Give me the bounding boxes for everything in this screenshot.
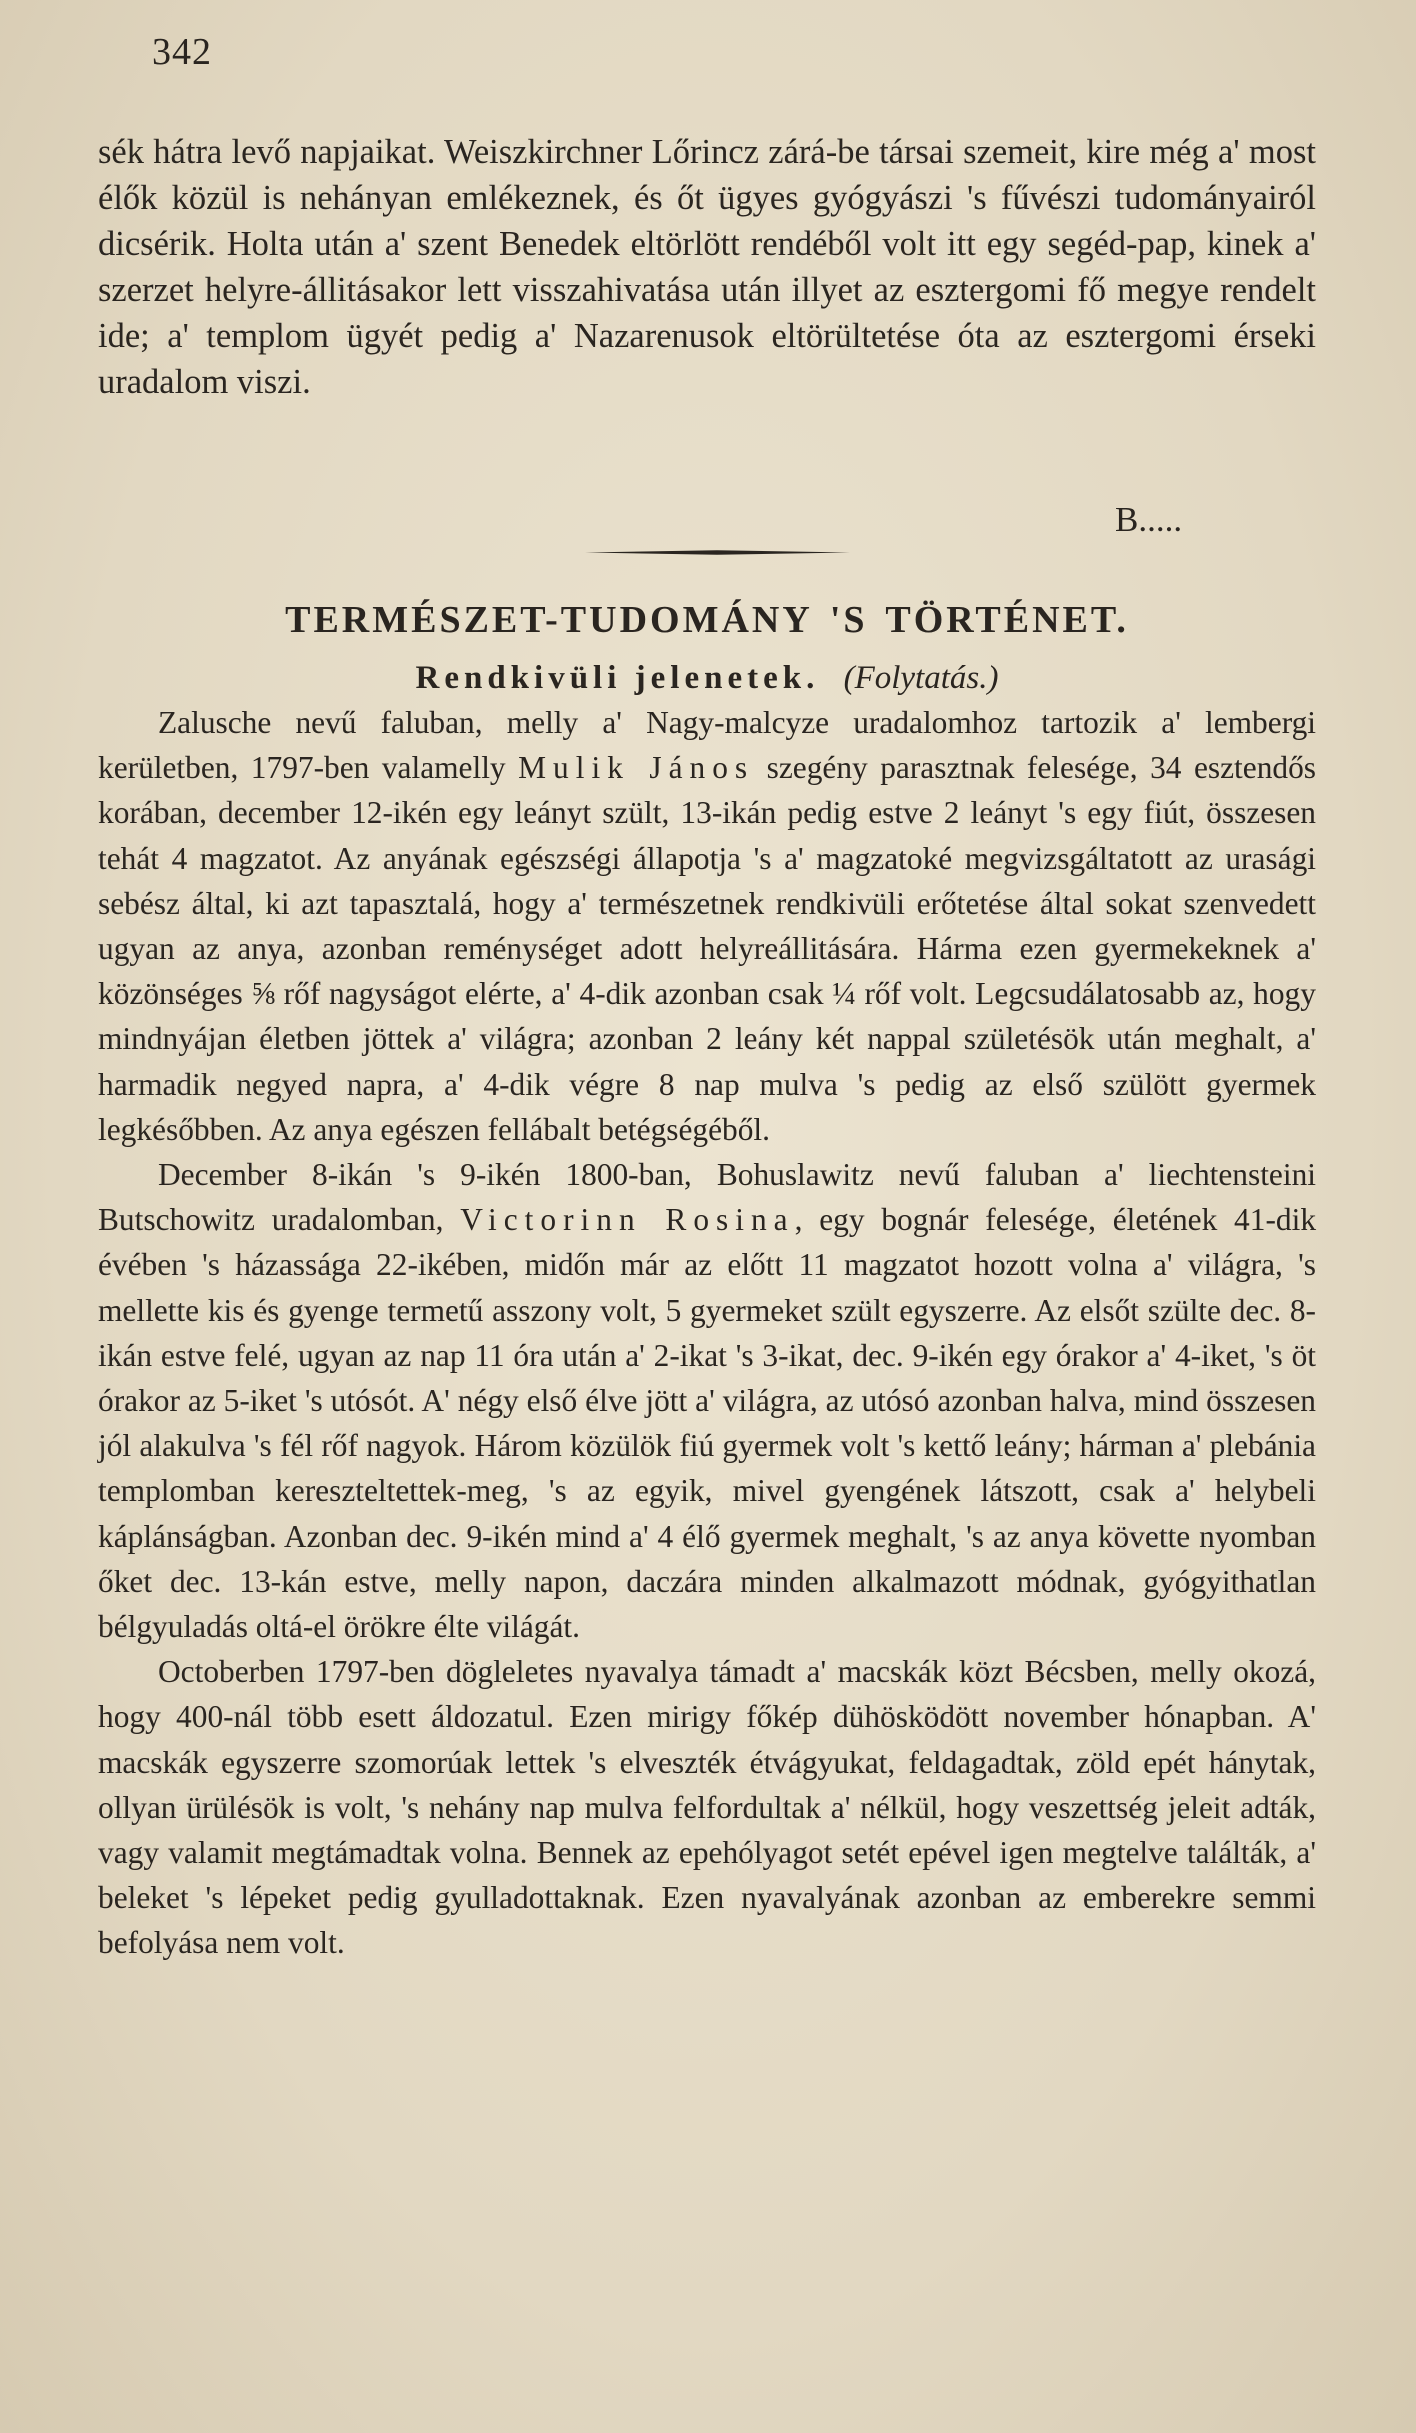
article-paragraph-2 (98, 1152, 1316, 1649)
article-paragraph-1 (98, 700, 1316, 1152)
subtitle-note: (Folytatás.) (843, 660, 999, 696)
p1-person-name: Mulik János (518, 750, 755, 786)
p1-text-d: rőf volt. Legcsudálatosabb az, hogy mindnyájan életben jöttek a' világra; azonban 2 leány két nappal születésök után meghalt, a' harmadik negyed napra, a' 4-dik végre 8 nap mulva 's pedig az első szülött gyermek legkésőbben. Az anya egészen fellábalt betégségéből. (98, 976, 1316, 1147)
p2-text-a: December 8-ikán 's 9-ikén 1800-ban, Bohuslawitz nevű faluban a' liechtensteini Butschowitz uradalomban, (98, 1157, 1316, 1238)
section-divider (585, 550, 850, 555)
section-subtitle (98, 658, 1316, 698)
page-number: 342 (152, 31, 212, 73)
p1-fraction-one-quarter: ¼ (832, 976, 856, 1012)
article-body (98, 700, 1316, 1966)
author-signature: B..... (1115, 500, 1183, 539)
section-title: TERMÉSZET-TUDOMÁNY 'S TÖRTÉNET. (285, 599, 1129, 641)
p1-text-a: Zalusche nevű faluban, melly a' Nagy-malcyze uradalomhoz tartozik a' lembergi kerületben, 1797-ben valamelly (98, 705, 1316, 786)
p2-person-name: Victorinn Rosina (460, 1202, 795, 1238)
article-paragraph-3: Octoberben 1797-ben dögleletes nyavalya támadt a' macskák közt Bécsben, melly okozá, hogy 400-nál több esett áldozatul. Ezen mirigy főkép dühösködött november hónapban. A' macskák egyszerre szomorúak lettek 's elveszték étvágyukat, feldagadtak, zöld epét hánytak, ollyan ürülésök is volt, 's nehány nap mulva felfordultak a' nélkül, hogy veszettség jeleit adták, vagy valamit megtámadtak volna. Bennek az epehólyagot setét epével igen megtelve találták, a' beleket 's lépeket pedig gyulladottaknak. Ezen nyavalyának azonban az emberekre semmi befolyása nem volt. (98, 1654, 1316, 1961)
p1-text-c: rőf nagyságot elérte, a' 4-dik azonban csak (283, 976, 824, 1012)
p1-fraction-five-eighths: ⅝ (251, 976, 275, 1012)
intro-paragraph: sék hátra levő napjaikat. Weiszkirchner Lőrincz zárá-be társai szemeit, kire még a' most élők közül is nehányan emlékeznek, és őt ügyes gyógyászi 's fűvészi tudományairól dicsérik. Holta után a' szent Benedek eltörlött rendéből volt itt egy segéd-pap, kinek a' szerzet helyre-állitásakor lett visszahivatása után illyet az esztergomi fő megye rendelt ide; a' templom ügyét pedig a' Nazarenusok eltörültetése óta az esztergomi érseki uradalom viszi. (98, 133, 1316, 401)
p1-text-b: szegény parasztnak felesége, 34 esztendős korában, december 12-ikén egy leányt szült, 13-ikán pedig estve 2 leányt 's egy fiút, összesen tehát 4 magzatot. Az anyának egészségi állapotja 's a' magzatoké megvizsgáltatott az urasági sebész által, ki azt tapasztalá, hogy a' természetnek rendkivüli erőtetése által sokat szenvedett ugyan az anya, azonban reménységet adott helyreállitására. Hárma ezen gyermekeknek a' közönséges (98, 750, 1316, 1012)
p2-text-b: , egy bognár felesége, életének 41-dik évében 's házassága 22-ikében, midőn már az előtt 11 magzatot hozott volna a' világra, 's mellette kis és gyenge termetű asszony volt, 5 gyermeket szült egyszerre. Az elsőt szülte dec. 8-ikán estve felé, ugyan az nap 11 óra után a' 2-ikat 's 3-ikat, dec. 9-ikén egy órakor a' 4-iket, 's öt órakor az 5-iket 's utósót. A' négy első élve jött a' világra, az utósó azonban halva, mind összesen jól alakulva 's fél rőf nagyok. Három közülök fiú gyermek volt 's kettő leány; hárman a' plebánia templomban kereszteltettek-meg, 's az egyik, mivel gyengének látszott, csak a' helybeli káplánságban. Azonban dec. 9-ikén mind a' 4 élő gyermek meghalt, 's az anya követte nyomban őket dec. 13-kán estve, melly napon, daczára minden alkalmazott módnak, gyógyithatlan bélgyuladás oltá-el örökre élte világát. (98, 1202, 1317, 1645)
subtitle-main: Rendkivüli jelenetek. (415, 660, 820, 696)
